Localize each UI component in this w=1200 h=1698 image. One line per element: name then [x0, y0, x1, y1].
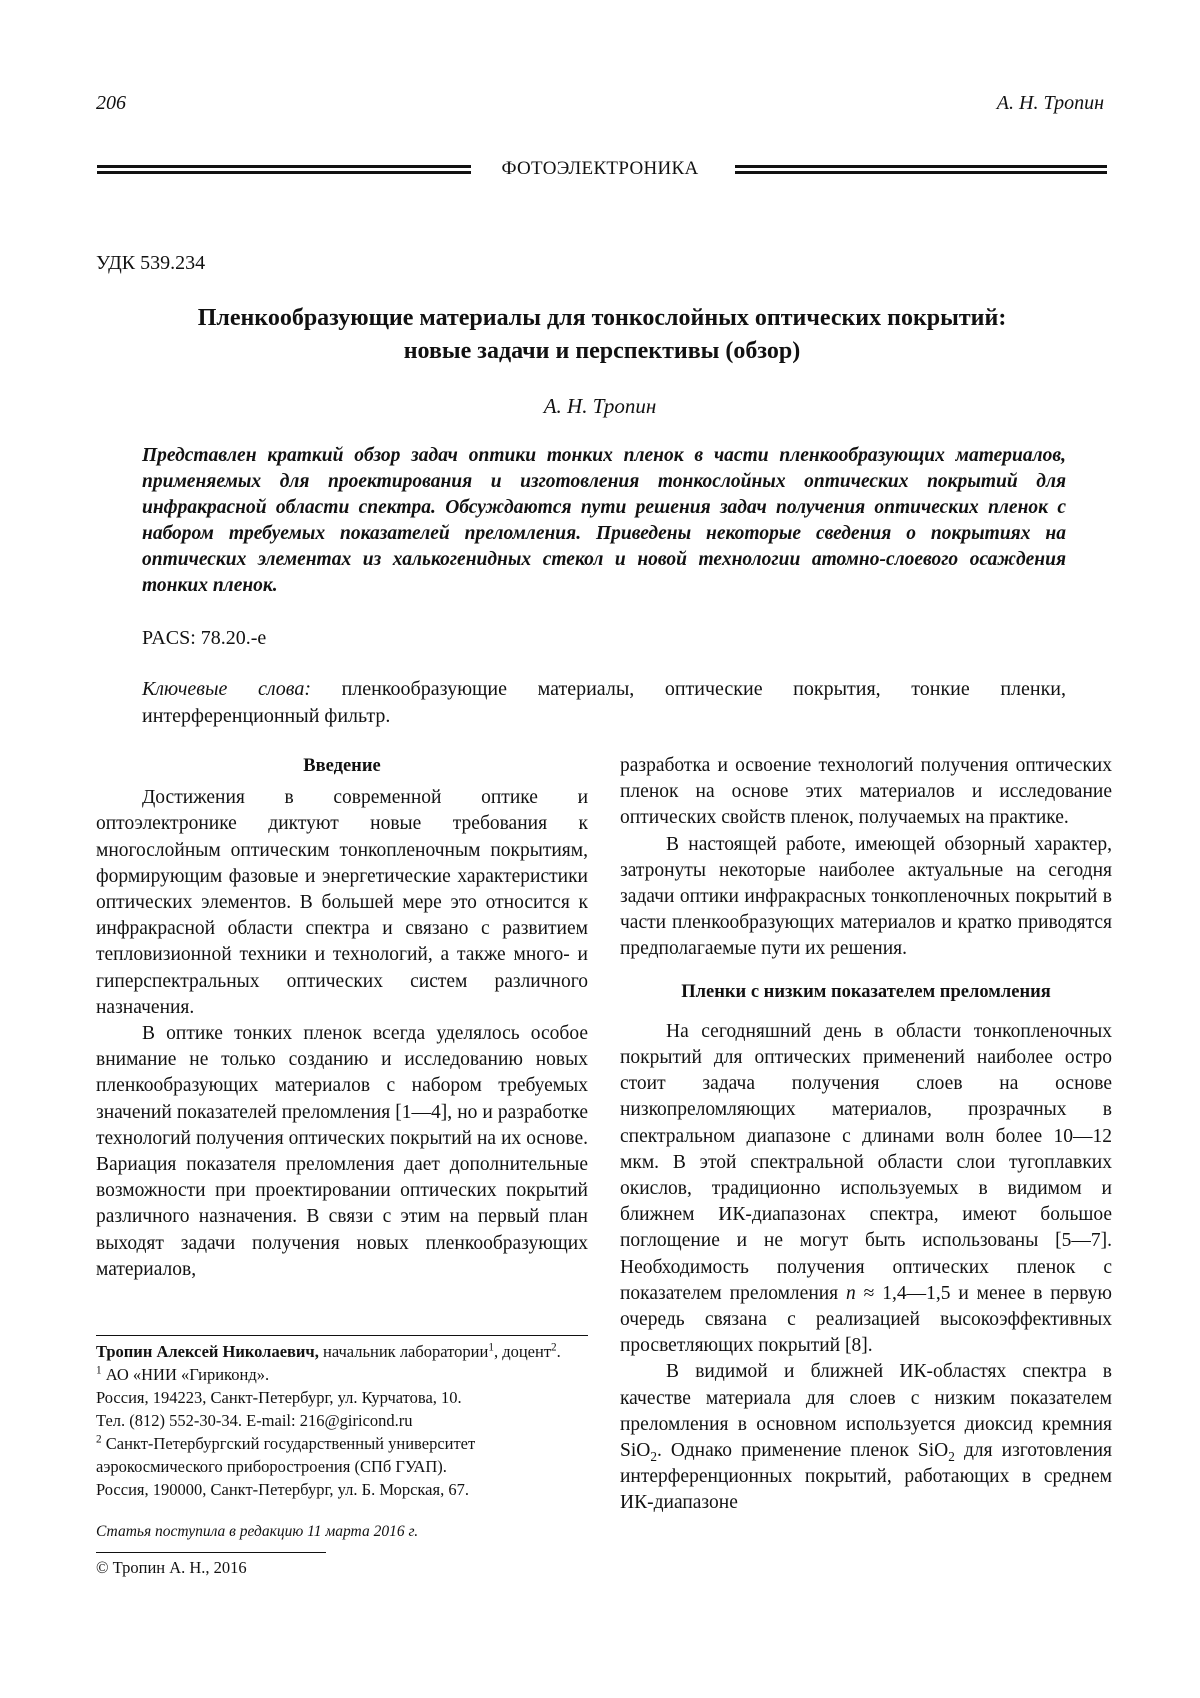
superscript: 2 [96, 1433, 102, 1446]
paragraph [620, 1019, 1112, 1360]
superscript: 1 [488, 1341, 494, 1354]
keywords-label: Ключевые слова: [142, 678, 311, 700]
section-title: ФОТОЭЛЕКТРОНИКА [501, 158, 699, 179]
pacs-code: PACS: 78.20.-e [142, 627, 267, 649]
author-footnote [96, 1340, 588, 1501]
left-column [96, 753, 588, 1283]
header-rule-right [735, 165, 1107, 174]
affiliation-1 [96, 1363, 588, 1386]
copyright-rule [96, 1552, 326, 1553]
affiliation-1-address: Россия, 194223, Санкт-Петербург, ул. Курчатова, 10. [96, 1388, 462, 1407]
page-number: 206 [96, 92, 126, 114]
paragraph: разработка и освоение технологий получения оптических пленок на основе этих материалов и исследование оптических свойств пленок, получаемых на практике. [620, 755, 1112, 829]
refractive-index-symbol: n [846, 1282, 856, 1304]
keywords [142, 676, 1066, 730]
superscript: 2 [551, 1341, 557, 1354]
keywords-text: пленкообразующие материалы, оптические покрытия, тонкие пленки, интерференционный фильтр. [142, 678, 1066, 727]
paragraph-text: для изготовления интерференционных покрытий, работающих в среднем ИК-диапазоне [620, 1440, 1112, 1514]
title-line-1: Пленкообразующие материалы для тонкослойных оптических покрытий: [197, 305, 1007, 331]
copyright: © Тропин А. Н., 2016 [96, 1558, 247, 1577]
article-title [96, 302, 1108, 368]
paragraph: Достижения в современной оптике и оптоэлектронике диктуют новые требования к многослойным оптическим тонкопленочным покрытиям, формирующим фазовые и энергетические характеристики оптических элементов. В большей мере это относится к инфракрасной области спектра и связано с развитием тепловизионной техники и технологий, а также много- и гиперспектральных оптических систем различного назначения. [96, 787, 588, 1018]
affiliation-name: Санкт-Петербургский государственный университет аэрокосмического приборостроения (СПб ГУАП). [96, 1434, 476, 1476]
section-heading-low-index-films: Пленки с низким показателем преломления [681, 981, 1051, 1002]
author-role: , доцент [493, 1342, 552, 1361]
affiliation-1-contact: Тел. (812) 552-30-34. E-mail: 216@giricond.ru [96, 1411, 413, 1430]
superscript: 1 [96, 1364, 102, 1377]
subscript: 2 [948, 1448, 955, 1464]
received-date: Статья поступила в редакцию 11 марта 2016 г. [96, 1523, 419, 1540]
paragraph: В настоящей работе, имеющей обзорный характер, затронуты некоторые наиболее актуальные на сегодня задачи оптики инфракрасных тонкопленочных покрытий в части пленкообразующих материалов и кратко приводятся предполагаемые пути их решения. [620, 833, 1112, 960]
paragraph: В оптике тонких пленок всегда уделялось особое внимание не только созданию и исследованию новых пленкообразующих материалов с набором требуемых значений показателей преломления [1—4], но и разработке технологий получения оптических покрытий на их основе. Вариация показателя преломления дает дополнительные возможности при проектировании оптических покрытий различного назначения. В связи с этим на первый план выходят задачи получения новых пленкообразующих материалов, [96, 1023, 588, 1280]
subscript: 2 [650, 1448, 657, 1464]
punctuation: . [556, 1342, 561, 1361]
footnote-rule [96, 1335, 588, 1336]
paragraph-text: . Однако применение пленок SiO [656, 1440, 949, 1462]
right-column [620, 753, 1112, 1517]
author-name: Тропин Алексей Николаевич, [96, 1342, 319, 1361]
author-info [96, 1340, 588, 1363]
affiliation-2 [96, 1432, 588, 1478]
author-role: начальник лаборатории [318, 1342, 489, 1361]
affiliation-name: АО «НИИ «Гириконд». [101, 1365, 270, 1384]
paragraph-text: На сегодняшний день в области тонкопленочных покрытий для оптических применений наиболее остро стоит задача получения слоев на основе низкопреломляющих материалов, прозрачных в спектральном диапазоне с длинами волн более 10—12 мкм. В этой спектральной области слои тугоплавких окислов, традиционно используемых в видимом и ближнем ИК-диапазонах спектра, имеют большое поглощение и не могут быть использованы [5—7]. Необходимость получения оптических пленок с показателем преломления [620, 1020, 1112, 1304]
section-heading-introduction: Введение [303, 756, 381, 776]
affiliation-2-address: Россия, 190000, Санкт-Петербург, ул. Б. Морская, 67. [96, 1480, 469, 1499]
title-line-2: новые задачи и перспективы (обзор) [403, 338, 801, 364]
running-head-author: А. Н. Тропин [996, 92, 1104, 114]
paragraph-text: В видимой и ближней ИК-областях спектра в качестве материала для слоев с низким показателем преломления в основном используется диоксид кремния SiO [620, 1361, 1112, 1462]
udc-code: УДК 539.234 [96, 252, 206, 274]
article-author: А. Н. Тропин [543, 394, 657, 418]
abstract: Представлен краткий обзор задач оптики тонких пленок в части пленкообразующих материалов, применяемых для проектирования и изготовления тонкослойных оптических покрытий для инфракрасной области спектра. Обсуждаются пути решения задач получения оптических пленок с набором требуемых показателей преломления. Приведены некоторые сведения о покрытиях на оптических элементах из халькогенидных стекол и новой технологии атомно-слоевого осаждения тонких пленок. [142, 445, 1066, 596]
paragraph [620, 1359, 1112, 1516]
paragraph-text: ≈ 1,4—1,5 и менее в первую очередь связана с реализацией высокоэффективных просветляющих покрытий [8]. [620, 1282, 1112, 1357]
